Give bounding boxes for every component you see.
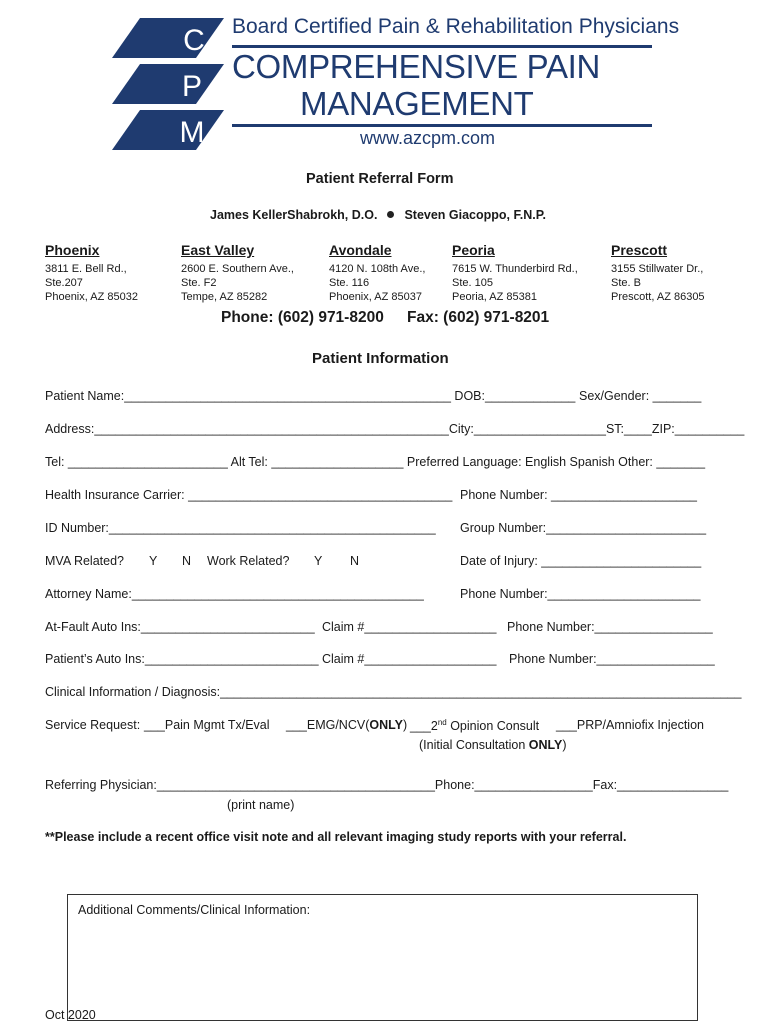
location-name: Prescott [611,242,668,258]
service-second-opinion-sup: nd [437,718,447,727]
service-note-pre: (Initial Consultation [419,738,529,752]
mva-related-label: MVA Related? [45,554,124,568]
location-peoria [452,242,578,303]
location-address-line: Ste. 116 [329,277,370,289]
service-prp-option[interactable]: ___PRP/Amniofix Injection [556,718,704,732]
provider-2: Steven Giacoppo, F.N.P. [404,208,546,222]
location-name: Phoenix [45,242,100,258]
location-address-line: 4120 N. 108th Ave., [329,263,426,275]
cpm-logo-mark [112,16,224,156]
work-no-option[interactable]: N [350,554,360,568]
mva-no-option[interactable]: N [182,554,192,568]
at-fault-phone-field[interactable]: Phone Number:_________________ [507,620,713,634]
patient-auto-phone-field[interactable]: Phone Number:_________________ [509,652,715,666]
service-note-only: ONLY [528,738,563,752]
location-name: Peoria [452,242,495,258]
location-address-line: Ste. B [611,277,641,289]
service-note-post: ) [562,738,567,752]
location-address-line: Peoria, AZ 85381 [452,291,538,303]
location-address-line: Ste. F2 [181,277,217,289]
section-title: Patient Information [312,350,449,367]
bullet-separator [387,211,394,218]
location-address-line: Phoenix, AZ 85032 [45,291,138,303]
location-address-line: Ste. 105 [452,277,493,289]
service-second-opinion-pre: ___2 [410,719,438,734]
location-address-line: 3155 Stillwater Dr., [611,263,704,275]
location-name: Avondale [329,242,392,258]
print-name-hint: (print name) [227,798,295,812]
service-pain-mgmt-option[interactable]: ___Pain Mgmt Tx/Eval [144,718,270,732]
mva-yes-option[interactable]: Y [149,554,158,568]
location-address-line: Prescott, AZ 86305 [611,291,705,303]
providers-line [210,208,546,222]
address-field[interactable]: Address:___________________________________________________City:___________________ST:____ZIP:__________ [45,422,745,436]
main-fax: Fax: (602) 971-8201 [407,309,550,326]
clinical-diagnosis-field[interactable]: Clinical Information / Diagnosis:___________________________________________________________________________ [45,685,742,699]
insurance-carrier-field[interactable]: Health Insurance Carrier: ______________________________________ [45,488,453,502]
service-emg-ncv-text: ___EMG/NCV( [286,718,370,732]
logo-letter-p: P [181,70,203,103]
location-address-line: Tempe, AZ 85282 [181,291,268,303]
patient-auto-ins-field[interactable]: Patient’s Auto Ins:_________________________ [45,652,319,666]
logo-name-line2: MANAGEMENT [300,85,534,122]
logo-url: www.azcpm.com [360,128,496,148]
date-of-injury-field[interactable]: Date of Injury: _______________________ [460,554,702,568]
location-address-line: 3811 E. Bell Rd., [45,263,127,275]
work-related-label: Work Related? [207,554,290,568]
logo-name-line1: COMPREHENSIVE PAIN [232,48,601,85]
additional-comments-label: Additional Comments/Clinical Information: [78,903,311,917]
insurance-phone-field[interactable]: Phone Number: _____________________ [460,488,698,502]
patient-name-dob-field[interactable]: Patient Name:_______________________________________________ DOB:_____________ [45,389,576,403]
logo-tagline: Board Certified Pain & Rehabilitation Physicians [232,15,680,38]
logo-letter-m: M [179,116,205,149]
location-east-valley [181,242,294,303]
location-address-line: 7615 W. Thunderbird Rd., [452,263,578,275]
location-name: East Valley [181,242,255,258]
form-title: Patient Referral Form [306,171,454,187]
patient-claim-field[interactable]: Claim #___________________ [322,652,497,666]
location-prescott [611,242,705,303]
provider-1: James KellerShabrokh, D.O. [210,208,378,222]
service-note [419,738,567,752]
service-emg-ncv-close: ) [402,718,408,732]
location-phoenix [45,242,138,303]
id-number-field[interactable]: ID Number:_______________________________________________ [45,521,436,535]
logo-divider-bottom [232,124,652,127]
service-request-label: Service Request: [45,718,141,732]
service-emg-ncv-only: ONLY [369,718,403,732]
location-avondale [329,242,425,303]
footer-date: Oct 2020 [45,1008,96,1022]
service-emg-ncv-option[interactable] [286,718,407,732]
referral-notice: **Please include a recent office visit note and all relevant imaging study reports with your referral. [45,830,627,844]
location-address-line: Phoenix, AZ 85037 [329,291,422,303]
additional-comments-box[interactable] [67,894,698,1021]
attorney-phone-field[interactable]: Phone Number:______________________ [460,587,701,601]
at-fault-claim-field[interactable]: Claim #___________________ [322,620,497,634]
referring-physician-field[interactable]: Referring Physician:________________________________________Phone:_________________Fax:________________ [45,778,729,792]
at-fault-auto-ins-field[interactable]: At-Fault Auto Ins:_________________________ [45,620,315,634]
attorney-name-field[interactable]: Attorney Name:__________________________________________ [45,587,424,601]
main-phone: Phone: (602) 971-8200 [221,309,384,326]
logo-letter-c: C [183,24,205,57]
sex-gender-field[interactable]: Sex/Gender: _______ [579,389,702,403]
location-address-line: 2600 E. Southern Ave., [181,263,294,275]
work-yes-option[interactable]: Y [314,554,323,568]
telephone-language-field[interactable]: Tel: _______________________ Alt Tel: ___________________ Preferred Language: English Spanish Other: _______ [45,455,706,469]
location-address-line: Ste.207 [45,277,83,289]
group-number-field[interactable]: Group Number:_______________________ [460,521,707,535]
service-second-opinion-post: Opinion Consult [446,719,540,734]
service-second-opinion-option[interactable] [410,718,539,733]
